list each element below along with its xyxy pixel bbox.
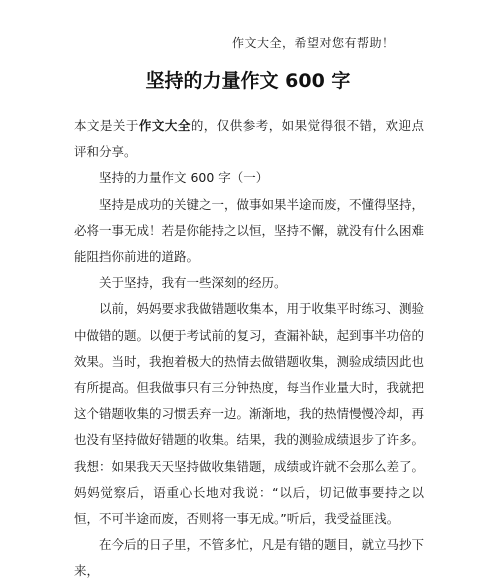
article-body: [74, 113, 424, 585]
intro-paragraph: [74, 113, 424, 165]
paragraph: 关于坚持，我有一些深刻的经历。: [99, 275, 287, 291]
intro-keyword: 作文大全: [138, 118, 191, 133]
page-title: 坚持的力量作文 600 字: [145, 70, 351, 92]
intro-prefix: 本文是关于: [74, 118, 139, 133]
paragraph: 在今后的日子里，不管多忙，凡是有错的题目，就立马抄下来，: [74, 537, 425, 579]
intro-suffix: 的，仅供参考，如果觉得很不错，欢迎点评和分享。: [74, 118, 424, 160]
section-heading: 坚持的力量作文 600 字（一）: [99, 170, 269, 186]
paragraph: 以前，妈妈要求我做错题收集本，用于收集平时练习、测验中做错的题。以便于考试前的复习，查漏补缺，起到事半功倍的效果。当时，我抱着极大的热情去做错题收集，测验成绩因此也有所提高。但我做事只有三分钟热度，每当作业量大时，我就把这个错题收集的习惯丢弃一边。渐渐地，我的热情慢慢冷却，再也没有坚持做好错题的收集。结果，我的测验成绩退步了许多。我想：如果我天天坚持做收集错题，成绩或许就不会那么差了。妈妈觉察后，语重心长地对我说：“以后，切记做事要持之以恒，不可半途而废，否则将一事无成。”听后，我受益匪浅。: [74, 301, 425, 527]
paragraph: 坚持是成功的关键之一，做事如果半途而废，不懂得坚持，必将一事无成！若是你能持之以恒，坚持不懈，就没有什么困难能阻挡你前进的道路。: [74, 196, 425, 265]
header-note: 作文大全，希望对您有帮助！: [232, 36, 395, 50]
